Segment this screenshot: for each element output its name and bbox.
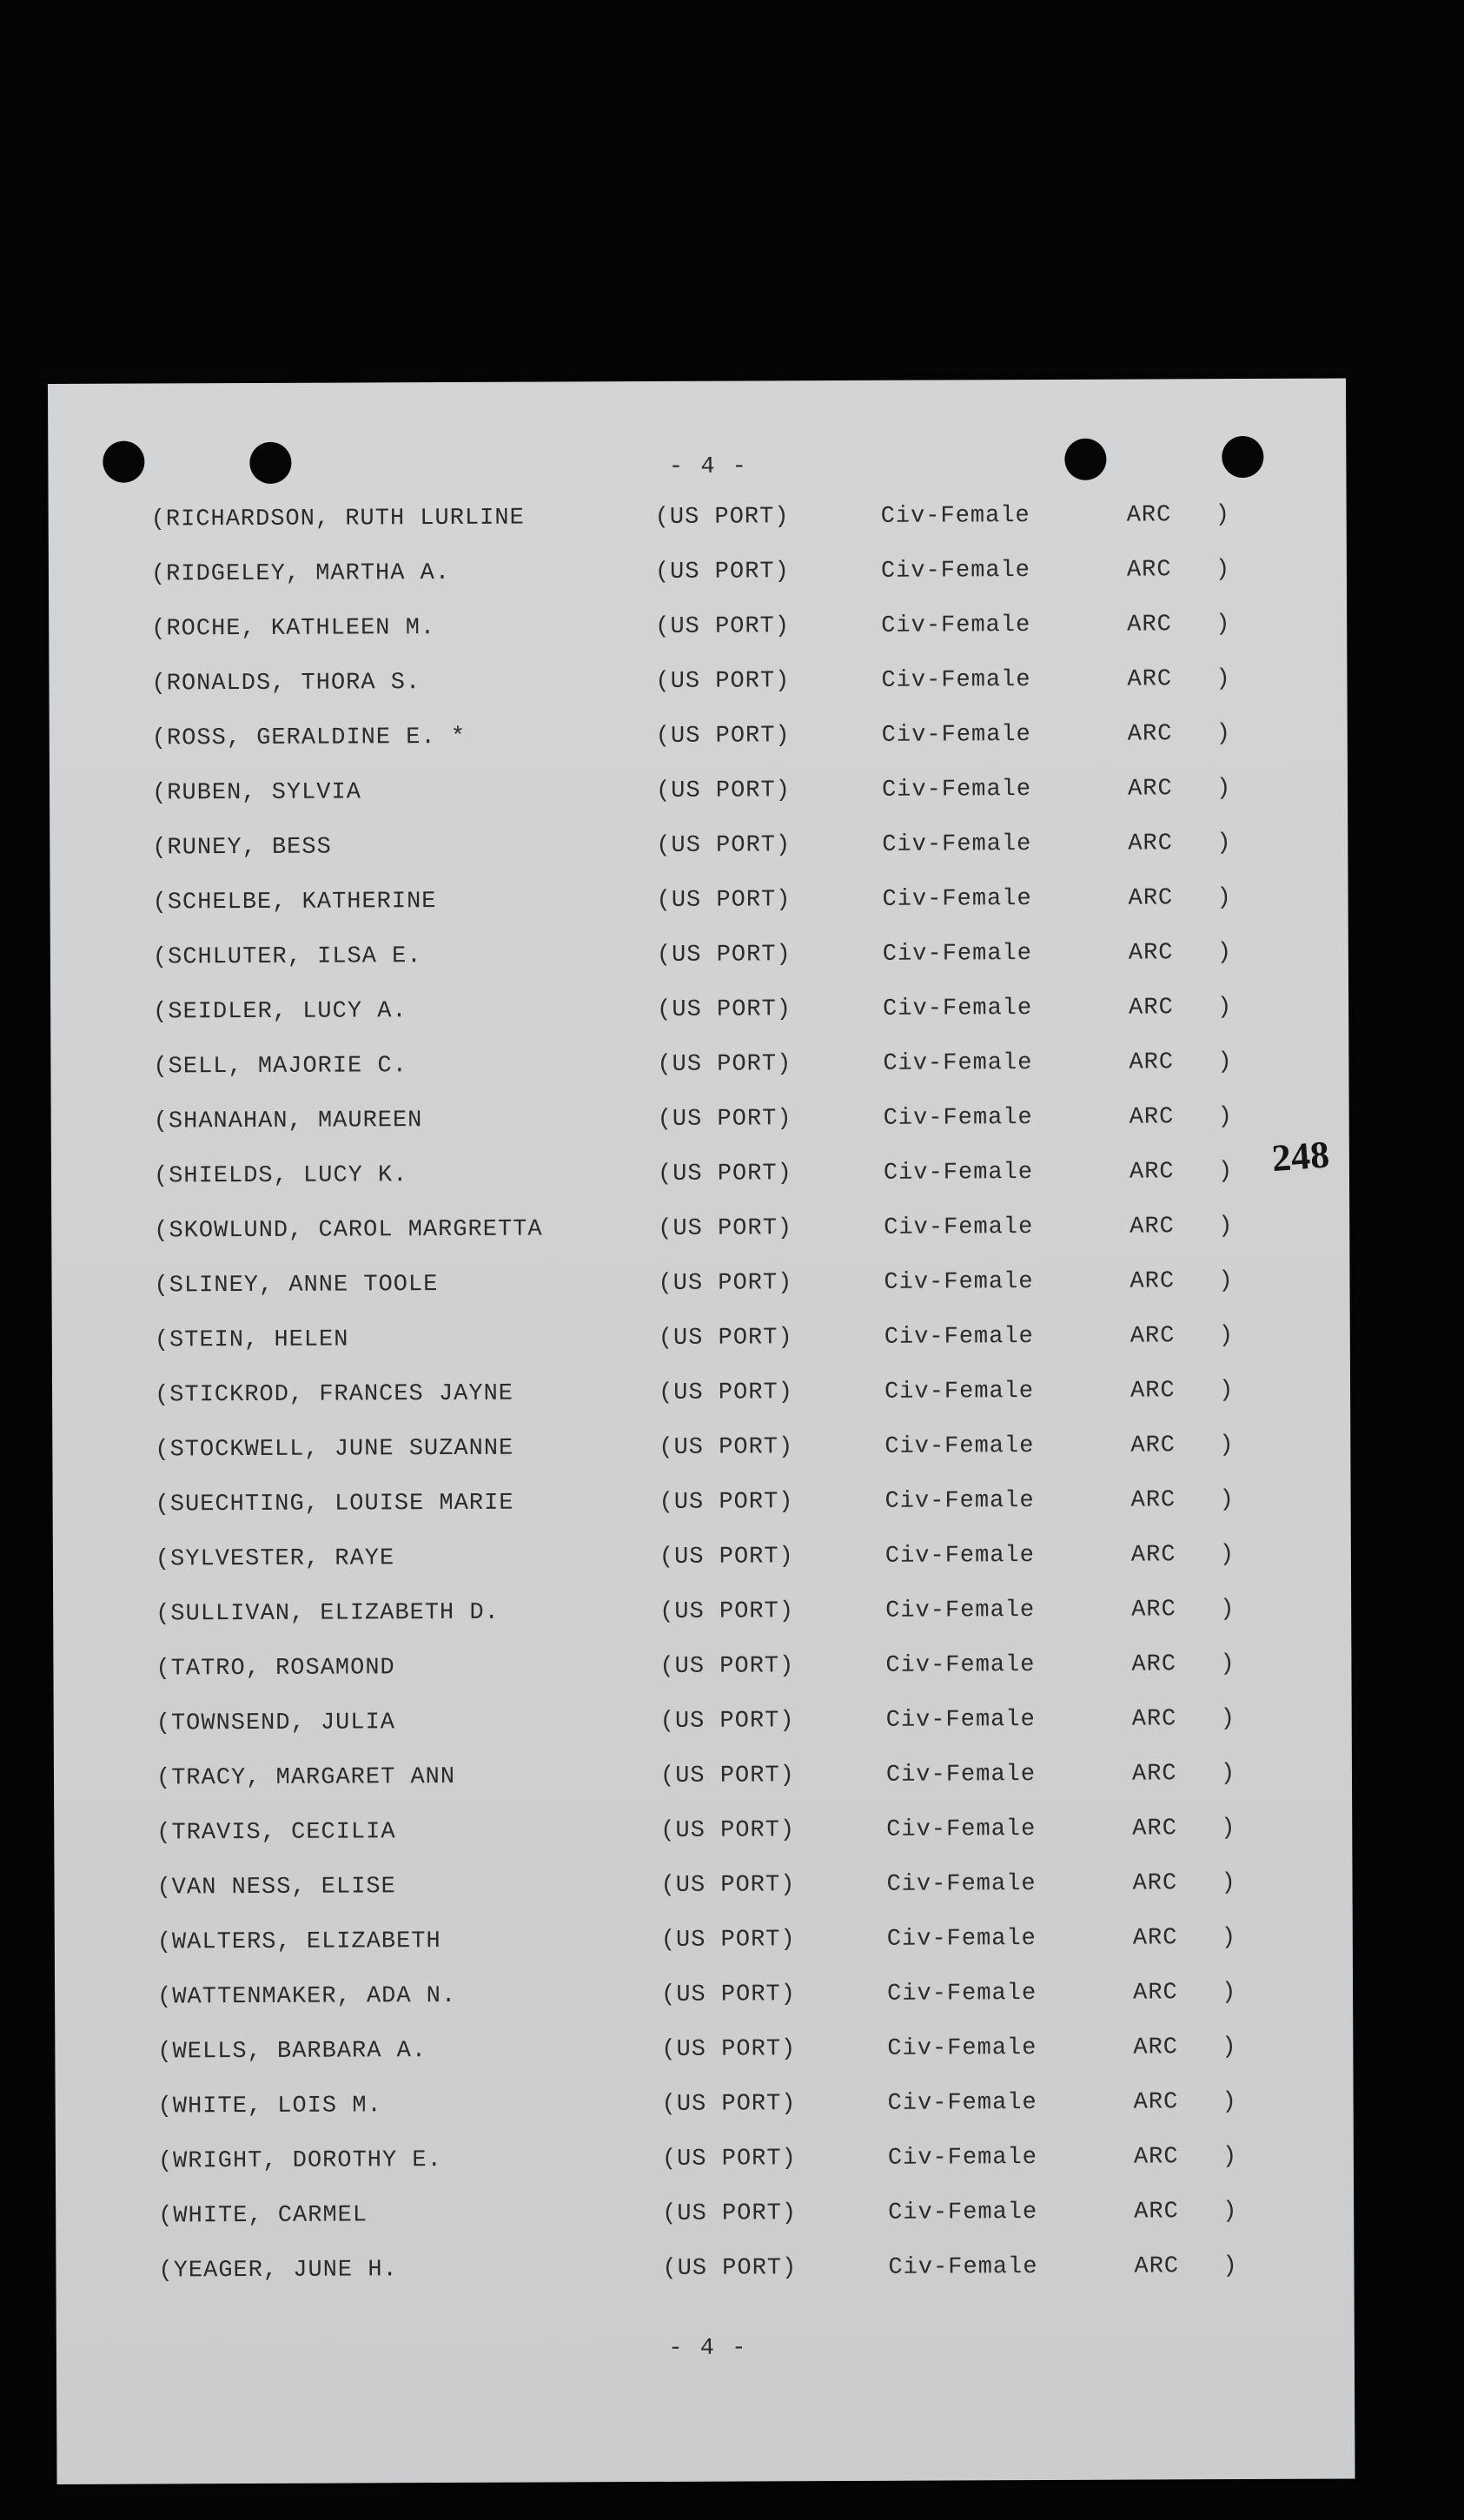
record-closing-paren: ) [1216, 830, 1232, 857]
record-name: (SULLIVAN, ELIZABETH D. [156, 1599, 500, 1628]
record-closing-paren: ) [1221, 1925, 1237, 1952]
record-location: (US PORT) [657, 1051, 792, 1078]
record-organization: ARC [1129, 1104, 1175, 1131]
record-category: Civ-Female [881, 667, 1031, 694]
record-name: (SEIDLER, LUCY A. [153, 998, 407, 1026]
record-name: (VAN NESS, ELISE [156, 1874, 396, 1902]
record-category: Civ-Female [884, 1324, 1034, 1351]
record-organization: ARC [1130, 1542, 1176, 1569]
record-category: Civ-Female [887, 2145, 1038, 2172]
list-item [154, 1159, 1283, 1219]
record-location: (US PORT) [656, 942, 792, 969]
list-item [156, 1816, 1286, 1875]
record-name: (STOCKWELL, JUNE SUZANNE [155, 1435, 514, 1464]
record-location: (US PORT) [656, 832, 792, 859]
record-organization: ARC [1127, 612, 1172, 638]
record-location: (US PORT) [660, 1927, 796, 1954]
record-location: (US PORT) [659, 1708, 795, 1735]
record-category: Civ-Female [888, 2254, 1038, 2281]
record-closing-paren: ) [1222, 2253, 1238, 2280]
record-name: (RIDGELEY, MARTHA A. [150, 559, 451, 588]
record-organization: ARC [1131, 1761, 1177, 1788]
record-name: (TATRO, ROSAMOND [156, 1655, 395, 1683]
record-category: Civ-Female [887, 2090, 1037, 2117]
list-item [151, 557, 1281, 617]
list-item [157, 1980, 1287, 2040]
record-name: (ROSS, GERALDINE E. * [151, 724, 467, 752]
record-category: Civ-Female [880, 503, 1030, 530]
record-name: (SELL, MAJORIE C. [153, 1053, 407, 1081]
record-location: (US PORT) [655, 777, 791, 804]
record-closing-paren: ) [1217, 995, 1233, 1022]
record-organization: ARC [1131, 1597, 1176, 1624]
record-category: Civ-Female [883, 1105, 1033, 1132]
page-number-top: - 4 - [668, 453, 748, 480]
record-organization: ARC [1126, 502, 1172, 529]
list-item [155, 1323, 1284, 1383]
record-location: (US PORT) [654, 504, 790, 531]
record-name: (SCHELBE, KATHERINE [152, 889, 437, 916]
list-item [158, 2199, 1288, 2259]
record-organization: ARC [1127, 776, 1173, 803]
record-organization: ARC [1130, 1432, 1176, 1459]
record-location: (US PORT) [661, 2036, 797, 2063]
record-location: (US PORT) [657, 1106, 792, 1133]
list-item [151, 666, 1281, 726]
record-category: Civ-Female [881, 777, 1032, 804]
record-name: (WHITE, LOIS M. [157, 2093, 382, 2120]
record-category: Civ-Female [880, 558, 1031, 585]
record-category: Civ-Female [882, 941, 1032, 968]
list-item [152, 776, 1282, 836]
list-item [156, 1761, 1286, 1821]
record-category: Civ-Female [883, 1050, 1033, 1077]
list-item [156, 1597, 1285, 1657]
record-name: (WRIGHT, DOROTHY E. [157, 2147, 442, 2175]
record-category: Civ-Female [885, 1652, 1036, 1679]
page-number-bottom: - 4 - [668, 2335, 748, 2362]
record-category: Civ-Female [888, 2199, 1038, 2226]
record-category: Civ-Female [882, 831, 1032, 858]
record-organization: ARC [1134, 2253, 1180, 2280]
list-item [154, 1214, 1283, 1273]
record-name: (RICHARDSON, RUTH LURLINE [150, 505, 525, 533]
list-item [158, 2089, 1288, 2149]
list-item [154, 1268, 1283, 1328]
record-organization: ARC [1132, 1870, 1178, 1897]
record-organization: ARC [1134, 2199, 1179, 2226]
record-location: (US PORT) [658, 1215, 793, 1242]
record-category: Civ-Female [885, 1597, 1036, 1624]
list-item [156, 1542, 1285, 1602]
list-item [153, 940, 1282, 1000]
record-organization: ARC [1132, 1925, 1178, 1952]
record-name: (WATTENMAKER, ADA N. [157, 1982, 457, 2011]
list-item [156, 1651, 1285, 1711]
record-name: (RUBEN, SYLVIA [151, 779, 361, 807]
record-organization: ARC [1127, 666, 1173, 693]
record-name: (TOWNSEND, JULIA [156, 1710, 396, 1737]
list-item [158, 2253, 1288, 2313]
record-organization: ARC [1129, 1323, 1176, 1350]
record-organization: ARC [1132, 1816, 1177, 1842]
list-item [151, 612, 1281, 671]
record-closing-paren: ) [1216, 612, 1231, 638]
record-category: Civ-Female [884, 1433, 1035, 1460]
record-category: Civ-Female [884, 1543, 1035, 1570]
record-organization: ARC [1131, 1651, 1177, 1678]
record-location: (US PORT) [659, 1653, 795, 1680]
record-closing-paren: ) [1220, 1706, 1235, 1733]
list-item [152, 830, 1282, 890]
record-category: Civ-Female [884, 1488, 1035, 1515]
record-organization: ARC [1126, 557, 1172, 584]
handwritten-note: 248 [1270, 1133, 1331, 1181]
record-closing-paren: ) [1216, 666, 1231, 693]
record-organization: ARC [1127, 721, 1173, 748]
roster-list [151, 502, 1288, 2313]
record-organization: ARC [1131, 1706, 1177, 1733]
record-category: Civ-Female [885, 1762, 1037, 1789]
record-category: Civ-Female [883, 995, 1033, 1022]
record-location: (US PORT) [657, 1161, 792, 1187]
record-name: (SYLVESTER, RAYE [155, 1545, 395, 1573]
record-name: (WHITE, CARMEL [158, 2202, 368, 2230]
record-closing-paren: ) [1219, 1542, 1235, 1569]
record-organization: ARC [1129, 995, 1174, 1022]
record-location: (US PORT) [661, 2146, 797, 2173]
record-name: (SKOWLUND, CAROL MARGRETTA [154, 1216, 543, 1245]
list-item [151, 502, 1281, 562]
record-name: (SCHLUTER, ILSA E. [152, 943, 422, 971]
list-item [156, 1870, 1286, 1930]
record-closing-paren: ) [1215, 502, 1230, 529]
record-location: (US PORT) [662, 2255, 798, 2282]
record-organization: ARC [1133, 1980, 1178, 2007]
record-closing-paren: ) [1217, 1159, 1234, 1186]
list-item [156, 1487, 1285, 1547]
record-closing-paren: ) [1222, 2144, 1238, 2171]
record-location: (US PORT) [660, 1872, 796, 1899]
record-organization: ARC [1130, 1378, 1176, 1405]
record-category: Civ-Female [884, 1269, 1034, 1296]
record-location: (US PORT) [659, 1763, 795, 1789]
record-category: Civ-Female [884, 1379, 1035, 1406]
record-name: (SHIELDS, LUCY K. [153, 1162, 408, 1190]
record-name: (STICKROD, FRANCES JAYNE [155, 1380, 514, 1409]
record-category: Civ-Female [882, 886, 1032, 913]
record-location: (US PORT) [655, 613, 791, 640]
record-category: Civ-Female [881, 612, 1031, 639]
record-closing-paren: ) [1220, 1761, 1236, 1788]
record-closing-paren: ) [1222, 2199, 1238, 2226]
record-name: (TRACY, MARGARET ANN [156, 1763, 456, 1792]
record-closing-paren: ) [1218, 1323, 1235, 1350]
record-closing-paren: ) [1217, 1049, 1233, 1076]
record-category: Civ-Female [886, 1871, 1037, 1898]
record-organization: ARC [1129, 1049, 1175, 1076]
list-item [155, 1378, 1284, 1438]
list-item [154, 1104, 1283, 1164]
record-location: (US PORT) [658, 1270, 793, 1297]
record-closing-paren: ) [1222, 1980, 1237, 2007]
record-location: (US PORT) [655, 723, 791, 750]
record-category: Civ-Female [887, 1981, 1037, 2007]
record-location: (US PORT) [659, 1598, 795, 1625]
record-organization: ARC [1133, 2034, 1179, 2061]
record-name: (YEAGER, JUNE H. [158, 2257, 398, 2285]
record-location: (US PORT) [659, 1434, 794, 1461]
record-organization: ARC [1133, 2144, 1179, 2171]
record-closing-paren: ) [1220, 1651, 1235, 1678]
record-location: (US PORT) [655, 668, 791, 695]
list-item [153, 885, 1282, 945]
record-closing-paren: ) [1215, 557, 1231, 584]
record-category: Civ-Female [887, 2035, 1037, 2062]
record-category: Civ-Female [886, 1816, 1037, 1843]
record-category: Civ-Female [881, 722, 1031, 749]
record-name: (ROCHE, KATHLEEN M. [151, 615, 436, 643]
list-item [157, 2034, 1287, 2094]
record-closing-paren: ) [1219, 1378, 1235, 1405]
record-organization: ARC [1129, 1268, 1176, 1295]
list-item [157, 1925, 1287, 1985]
record-closing-paren: ) [1216, 721, 1232, 748]
record-name: (WALTERS, ELIZABETH [156, 1928, 441, 1956]
record-name: (SHANAHAN, MAUREEN [153, 1108, 423, 1135]
record-closing-paren: ) [1218, 1268, 1234, 1295]
list-item [152, 721, 1282, 781]
list-item [158, 2144, 1288, 2204]
record-location: (US PORT) [658, 1325, 793, 1352]
record-location: (US PORT) [659, 1379, 793, 1406]
record-organization: ARC [1133, 2089, 1179, 2116]
record-location: (US PORT) [659, 1544, 794, 1571]
document-page [48, 378, 1355, 2484]
record-organization: ARC [1128, 885, 1174, 912]
record-name: (SUECHTING, LOUISE MARIE [155, 1490, 514, 1518]
list-item [156, 1706, 1286, 1766]
record-closing-paren: ) [1221, 1816, 1236, 1842]
record-location: (US PORT) [654, 559, 790, 585]
record-category: Civ-Female [883, 1160, 1034, 1187]
record-closing-paren: ) [1222, 2034, 1237, 2061]
record-closing-paren: ) [1221, 1870, 1236, 1897]
record-closing-paren: ) [1218, 1214, 1234, 1240]
record-organization: ARC [1129, 1159, 1175, 1186]
record-name: (STEIN, HELEN [154, 1326, 349, 1354]
record-closing-paren: ) [1216, 885, 1232, 912]
record-closing-paren: ) [1216, 776, 1232, 803]
record-name: (WELLS, BARBARA A. [157, 2038, 427, 2066]
record-closing-paren: ) [1222, 2089, 1237, 2116]
record-name: (TRAVIS, CECILIA [156, 1819, 396, 1847]
record-name: (RONALDS, THORA S. [151, 670, 421, 698]
record-category: Civ-Female [884, 1214, 1034, 1241]
list-item [155, 1432, 1284, 1492]
record-name: (RUNEY, BESS [152, 834, 332, 862]
record-location: (US PORT) [659, 1489, 794, 1516]
record-location: (US PORT) [661, 1981, 796, 2008]
record-location: (US PORT) [661, 2091, 797, 2118]
record-category: Civ-Female [886, 1926, 1037, 1953]
record-closing-paren: ) [1217, 1104, 1233, 1131]
record-location: (US PORT) [657, 996, 792, 1023]
record-closing-paren: ) [1219, 1487, 1235, 1514]
record-closing-paren: ) [1219, 1432, 1235, 1459]
record-organization: ARC [1128, 830, 1173, 857]
record-location: (US PORT) [662, 2200, 798, 2227]
record-closing-paren: ) [1220, 1597, 1235, 1624]
record-category: Civ-Female [885, 1707, 1036, 1734]
record-closing-paren: ) [1216, 940, 1233, 967]
record-organization: ARC [1130, 1487, 1176, 1514]
list-item [153, 1049, 1282, 1109]
list-item [153, 995, 1282, 1055]
record-location: (US PORT) [656, 887, 792, 914]
record-organization: ARC [1128, 940, 1174, 967]
record-organization: ARC [1129, 1214, 1175, 1240]
record-location: (US PORT) [660, 1817, 796, 1844]
record-name: (SLINEY, ANNE TOOLE [154, 1272, 439, 1300]
